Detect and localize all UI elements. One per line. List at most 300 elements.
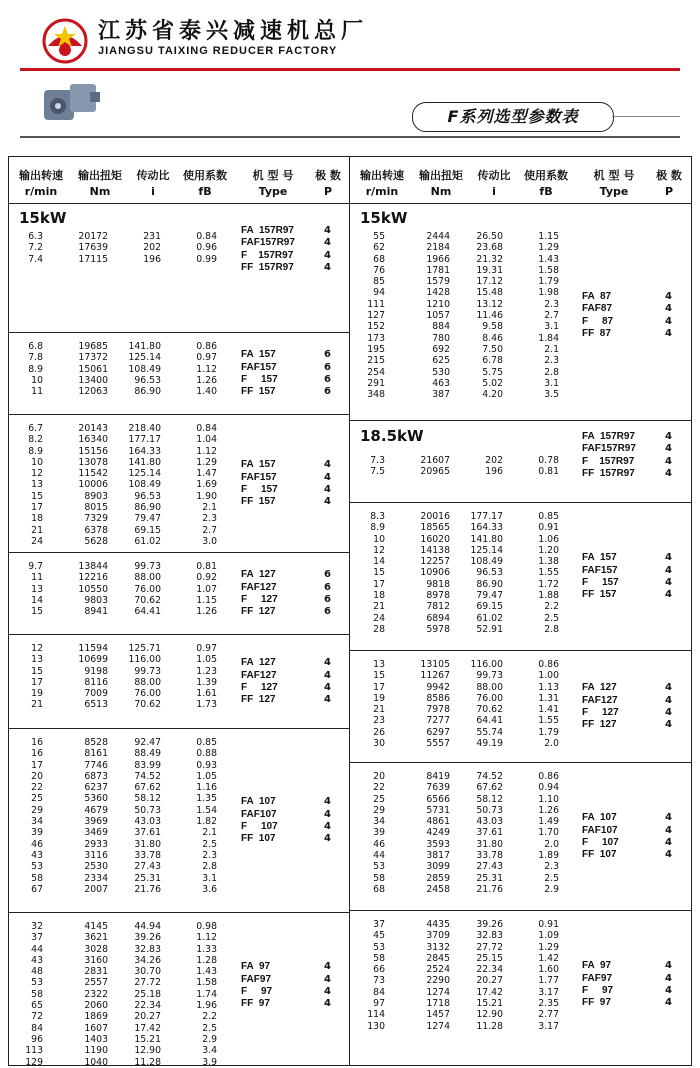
cell-torque: 17115 xyxy=(78,253,108,265)
cell-torque: 2859 xyxy=(426,872,450,884)
table-segment xyxy=(9,913,349,1068)
model-pole: 4 xyxy=(324,973,331,985)
header-ratio-cn: 传动比 xyxy=(477,169,511,182)
cell-torque: 11594 xyxy=(78,643,108,654)
model-pole: 6 xyxy=(324,593,331,605)
cell-speed: 44 xyxy=(373,850,385,862)
cell-factor: 1.15 xyxy=(196,594,217,606)
table-row xyxy=(350,590,691,601)
cell-ratio: 88.00 xyxy=(134,572,161,584)
cell-ratio: 79.47 xyxy=(134,513,161,525)
cell-ratio: 20.27 xyxy=(476,975,503,987)
table-row xyxy=(350,1009,691,1020)
model-pole: 4 xyxy=(665,694,672,706)
cell-speed: 26 xyxy=(373,726,385,738)
model-pole: 6 xyxy=(324,373,331,385)
cell-factor: 1.54 xyxy=(196,804,217,816)
cell-speed: 62 xyxy=(373,242,385,254)
cell-speed: 73 xyxy=(373,975,385,987)
cell-speed: 97 xyxy=(373,998,385,1010)
cell-torque: 4861 xyxy=(426,816,450,828)
cell-speed: 6.8 xyxy=(28,341,43,352)
model-pole: 4 xyxy=(324,657,331,669)
cell-factor: 1.26 xyxy=(196,606,217,618)
cell-torque: 1579 xyxy=(426,276,450,288)
model-type: F 157 xyxy=(582,576,619,588)
cell-ratio: 31.80 xyxy=(134,838,161,850)
cell-speed: 12 xyxy=(31,643,43,654)
table-row xyxy=(350,299,691,310)
company-logo-icon xyxy=(42,18,88,64)
model-pole: 4 xyxy=(324,459,331,471)
cell-speed: 34 xyxy=(31,816,43,828)
table-segment xyxy=(9,333,349,415)
cell-factor: 1.28 xyxy=(196,954,217,966)
table-segment xyxy=(9,635,349,729)
cell-factor: 3.1 xyxy=(544,377,559,389)
model-type: F 97 xyxy=(241,985,273,997)
cell-torque: 2557 xyxy=(84,977,108,989)
cell-speed: 10 xyxy=(31,456,43,468)
cell-speed: 20 xyxy=(31,770,43,782)
model-pole: 4 xyxy=(665,706,672,718)
cell-factor: 0.98 xyxy=(196,921,217,932)
cell-torque: 8116 xyxy=(84,676,108,688)
cell-ratio: 27.72 xyxy=(476,941,503,953)
cell-speed: 7.5 xyxy=(370,466,385,478)
header-factor-unit: fB xyxy=(539,185,553,198)
cell-ratio: 12.90 xyxy=(476,1009,503,1021)
cell-factor: 2.9 xyxy=(202,1033,217,1045)
cell-factor: 1.29 xyxy=(538,242,559,254)
cell-torque: 1274 xyxy=(426,986,450,998)
table-segment xyxy=(350,203,691,421)
cell-factor: 1.31 xyxy=(538,692,559,704)
model-type: FF 107 xyxy=(241,833,276,845)
header-torque-unit: Nm xyxy=(430,185,452,198)
cell-factor: 1.07 xyxy=(196,583,217,595)
cell-speed: 29 xyxy=(373,804,385,816)
cell-factor: 1.69 xyxy=(196,479,217,491)
model-pole: 4 xyxy=(324,808,331,820)
header-pole-unit: P xyxy=(323,185,333,198)
table-row xyxy=(350,805,691,816)
cell-ratio: 22.34 xyxy=(476,964,503,976)
cell-factor: 1.42 xyxy=(538,952,559,964)
cell-torque: 3469 xyxy=(84,827,108,839)
cell-factor: 2.7 xyxy=(202,524,217,536)
model-pole: 4 xyxy=(324,820,331,832)
model-pole: 4 xyxy=(324,694,331,706)
cell-speed: 8.9 xyxy=(370,522,385,534)
cell-speed: 11 xyxy=(31,572,43,584)
model-type: FAF107 xyxy=(582,824,618,836)
cell-torque: 8015 xyxy=(84,502,108,514)
cell-ratio: 15.21 xyxy=(134,1033,161,1045)
cell-ratio: 37.61 xyxy=(476,827,503,839)
cell-speed: 21 xyxy=(373,704,385,716)
cell-torque: 13400 xyxy=(78,374,108,386)
table-row xyxy=(9,677,349,688)
cell-speed: 68 xyxy=(373,883,385,895)
model-type: FA 157 xyxy=(582,552,617,564)
cell-ratio: 88.00 xyxy=(476,681,503,693)
table-row xyxy=(350,884,691,895)
cell-torque: 5628 xyxy=(84,535,108,547)
table-row xyxy=(9,944,349,955)
model-type: FA 127 xyxy=(241,569,276,581)
cell-factor: 0.81 xyxy=(196,561,217,572)
table-row xyxy=(350,231,691,242)
cell-factor: 1.16 xyxy=(196,782,217,794)
cell-ratio: 196 xyxy=(485,466,503,478)
cell-torque: 1190 xyxy=(84,1045,108,1057)
table-row xyxy=(350,556,691,567)
cell-torque: 1057 xyxy=(426,310,450,322)
table-row xyxy=(9,989,349,1000)
model-pole: 4 xyxy=(324,471,331,483)
cell-speed: 45 xyxy=(373,930,385,942)
cell-speed: 43 xyxy=(31,849,43,861)
cell-speed: 7.2 xyxy=(28,242,43,254)
cell-speed: 22 xyxy=(373,782,385,794)
cell-ratio: 79.47 xyxy=(476,590,503,602)
cell-torque: 1457 xyxy=(426,1009,450,1021)
cell-torque: 10550 xyxy=(78,583,108,595)
cell-torque: 4249 xyxy=(426,827,450,839)
cell-ratio: 6.78 xyxy=(482,355,503,367)
table-row xyxy=(9,1057,349,1068)
table-segment xyxy=(350,503,691,651)
cell-torque: 9942 xyxy=(426,681,450,693)
cell-speed: 15 xyxy=(373,567,385,579)
table-row xyxy=(9,654,349,665)
cell-torque: 2334 xyxy=(84,872,108,884)
model-type: FAF157 xyxy=(241,471,277,483)
cell-torque: 13105 xyxy=(420,659,450,670)
cell-torque: 1781 xyxy=(426,264,450,276)
cell-torque: 17372 xyxy=(78,352,108,364)
cell-torque: 13078 xyxy=(78,456,108,468)
cell-ratio: 11.28 xyxy=(476,1020,503,1032)
cell-ratio: 25.31 xyxy=(476,872,503,884)
model-type: FA 127 xyxy=(582,682,617,694)
model-type: FF 97 xyxy=(582,997,611,1009)
cell-factor: 2.8 xyxy=(544,623,559,635)
cell-ratio: 108.49 xyxy=(128,363,161,375)
cell-factor: 1.88 xyxy=(538,590,559,602)
cell-ratio: 116.00 xyxy=(470,659,503,670)
cell-torque: 8941 xyxy=(84,606,108,618)
table-row xyxy=(9,782,349,793)
cell-factor: 1.79 xyxy=(538,726,559,738)
model-pole: 4 xyxy=(665,431,672,442)
cell-factor: 1.35 xyxy=(196,793,217,805)
cell-ratio: 11.28 xyxy=(134,1056,161,1068)
cell-torque: 7329 xyxy=(84,513,108,525)
table-row xyxy=(9,341,349,352)
cell-ratio: 96.53 xyxy=(476,567,503,579)
header-speed-unit: r/min xyxy=(365,185,399,198)
model-type: FF 157 xyxy=(241,386,276,398)
cell-factor: 1.58 xyxy=(196,977,217,989)
cell-ratio: 74.52 xyxy=(134,770,161,782)
model-type: FAF97 xyxy=(582,972,613,984)
model-pole: 4 xyxy=(665,468,672,480)
page-title-box xyxy=(412,102,614,132)
cell-factor: 0.84 xyxy=(196,231,217,242)
cell-ratio: 5.02 xyxy=(482,377,503,389)
cell-factor: 1.13 xyxy=(538,681,559,693)
cell-torque: 4435 xyxy=(426,919,450,930)
cell-torque: 12216 xyxy=(78,572,108,584)
cell-factor: 2.77 xyxy=(538,1009,559,1021)
model-pole: 4 xyxy=(324,225,331,236)
table-row xyxy=(350,704,691,715)
model-pole: 4 xyxy=(665,960,672,972)
cell-factor: 3.1 xyxy=(544,321,559,333)
cell-torque: 625 xyxy=(432,355,450,367)
cell-torque: 17639 xyxy=(78,242,108,254)
cell-factor: 2.8 xyxy=(202,861,217,873)
model-pole: 4 xyxy=(324,483,331,495)
table-row xyxy=(9,572,349,583)
table-row xyxy=(350,964,691,975)
cell-factor: 0.81 xyxy=(538,466,559,478)
header-factor-cn: 使用系数 xyxy=(524,169,568,182)
cell-speed: 32 xyxy=(31,921,43,932)
table-row xyxy=(350,984,691,998)
cell-ratio: 9.58 xyxy=(482,321,503,333)
model-type: F 127 xyxy=(241,681,278,693)
cell-torque: 2007 xyxy=(84,883,108,895)
cell-factor: 1.60 xyxy=(538,964,559,976)
cell-factor: 0.85 xyxy=(196,737,217,748)
cell-ratio: 64.41 xyxy=(134,606,161,618)
cell-ratio: 55.74 xyxy=(476,726,503,738)
cell-torque: 16340 xyxy=(78,434,108,446)
cell-factor: 2.5 xyxy=(202,838,217,850)
table-segment xyxy=(350,421,691,503)
table-row xyxy=(9,468,349,479)
model-pole: 4 xyxy=(665,812,672,824)
table-row xyxy=(350,919,691,930)
cell-speed: 39 xyxy=(31,827,43,839)
header-type-cn: 机 型 号 xyxy=(593,169,635,182)
model-pole: 4 xyxy=(324,961,331,973)
table-row xyxy=(9,699,349,710)
table-row xyxy=(9,242,349,253)
model-pole: 4 xyxy=(324,796,331,808)
header xyxy=(0,0,700,150)
cell-torque: 3116 xyxy=(84,849,108,861)
cell-ratio: 50.73 xyxy=(476,804,503,816)
cell-factor: 2.5 xyxy=(544,872,559,884)
cell-torque: 9818 xyxy=(426,578,450,590)
cell-factor: 1.96 xyxy=(196,1000,217,1012)
cell-factor: 1.72 xyxy=(538,578,559,590)
model-type: F 107 xyxy=(241,820,278,832)
cell-factor: 2.2 xyxy=(544,601,559,613)
model-type: F 97 xyxy=(582,984,614,996)
cell-speed: 9.7 xyxy=(28,561,43,572)
header-pole-cn: 极 数 xyxy=(315,169,341,182)
table-row xyxy=(350,794,691,805)
model-pole: 4 xyxy=(665,824,672,836)
cell-ratio: 64.41 xyxy=(476,715,503,727)
cell-ratio: 49.19 xyxy=(476,738,503,750)
cell-ratio: 99.73 xyxy=(134,561,161,572)
cell-ratio: 86.90 xyxy=(134,386,161,398)
cell-speed: 17 xyxy=(373,578,385,590)
model-type: FA 107 xyxy=(241,796,276,808)
cell-factor: 1.38 xyxy=(538,556,559,568)
table-row xyxy=(9,921,349,932)
cell-ratio: 15.21 xyxy=(476,998,503,1010)
cell-factor: 0.86 xyxy=(196,341,217,352)
cell-factor: 0.84 xyxy=(196,423,217,434)
table-row xyxy=(9,434,349,445)
cell-ratio: 5.75 xyxy=(482,366,503,378)
table-row xyxy=(9,884,349,895)
cell-factor: 1.58 xyxy=(538,264,559,276)
cell-ratio: 69.15 xyxy=(134,524,161,536)
table-row xyxy=(350,682,691,693)
table-row xyxy=(350,310,691,321)
cell-speed: 84 xyxy=(373,986,385,998)
cell-torque: 6297 xyxy=(426,726,450,738)
cell-speed: 21 xyxy=(373,601,385,613)
cell-ratio: 196 xyxy=(143,253,161,265)
table-row xyxy=(9,606,349,617)
model-type: FA 97 xyxy=(241,961,271,973)
cell-ratio: 7.50 xyxy=(482,343,503,355)
cell-ratio: 23.68 xyxy=(476,242,503,254)
cell-speed: 25 xyxy=(31,793,43,805)
table-row xyxy=(9,525,349,536)
cell-speed: 17 xyxy=(373,681,385,693)
table-row xyxy=(350,367,691,378)
model-pole: 4 xyxy=(665,303,672,315)
cell-factor: 1.41 xyxy=(538,704,559,716)
cell-torque: 3099 xyxy=(426,861,450,873)
cell-torque: 8978 xyxy=(426,590,450,602)
cell-ratio: 76.00 xyxy=(134,583,161,595)
cell-ratio: 11.46 xyxy=(476,310,503,322)
model-type: F 107 xyxy=(582,836,619,848)
cell-factor: 0.99 xyxy=(196,253,217,265)
table-row xyxy=(350,1021,691,1032)
cell-ratio: 13.12 xyxy=(476,298,503,310)
cell-speed: 15 xyxy=(31,665,43,677)
cell-speed: 67 xyxy=(31,883,43,895)
cell-speed: 7.4 xyxy=(28,253,43,265)
cell-torque: 18565 xyxy=(420,522,450,534)
table-left-column xyxy=(9,157,349,1068)
cell-ratio: 43.03 xyxy=(476,816,503,828)
cell-torque: 884 xyxy=(432,321,450,333)
table-segment xyxy=(350,651,691,763)
cell-ratio: 34.26 xyxy=(134,954,161,966)
cell-speed: 25 xyxy=(373,793,385,805)
cell-torque: 1718 xyxy=(426,998,450,1010)
cell-speed: 7.8 xyxy=(28,352,43,364)
cell-factor: 0.97 xyxy=(196,643,217,654)
cell-factor: 2.35 xyxy=(538,998,559,1010)
cell-ratio: 69.15 xyxy=(476,601,503,613)
model-type: F 157R97 xyxy=(241,249,294,261)
cell-torque: 3160 xyxy=(84,954,108,966)
model-pole: 4 xyxy=(665,719,672,731)
cell-torque: 3817 xyxy=(426,850,450,862)
cell-ratio: 50.73 xyxy=(134,804,161,816)
cell-ratio: 32.83 xyxy=(476,930,503,942)
cell-speed: 15 xyxy=(31,606,43,618)
cell-torque: 1607 xyxy=(84,1022,108,1034)
cell-factor: 1.26 xyxy=(196,374,217,386)
model-type: FF 157R97 xyxy=(241,262,294,274)
header-torque-unit: Nm xyxy=(89,185,111,198)
parameter-table xyxy=(8,156,692,1066)
cell-ratio: 177.17 xyxy=(128,434,161,446)
table-row xyxy=(9,816,349,827)
header-factor-unit: fB xyxy=(198,185,212,198)
cell-factor: 2.0 xyxy=(544,738,559,750)
cell-speed: 20 xyxy=(373,771,385,782)
table-segment xyxy=(9,415,349,553)
cell-torque: 6894 xyxy=(426,612,450,624)
cell-speed: 22 xyxy=(31,782,43,794)
cell-speed: 21 xyxy=(31,524,43,536)
cell-factor: 1.05 xyxy=(196,770,217,782)
company-name-cn: 江苏省泰兴减速机总厂 xyxy=(98,19,369,44)
table-row xyxy=(350,624,691,635)
header-bottom-line xyxy=(20,136,680,138)
model-type: FA 157 xyxy=(241,349,276,361)
cell-factor: 0.94 xyxy=(538,782,559,794)
cell-torque: 5978 xyxy=(426,623,450,635)
cell-speed: 13 xyxy=(31,479,43,491)
cell-torque: 10006 xyxy=(78,479,108,491)
cell-speed: 14 xyxy=(31,594,43,606)
cell-ratio: 4.20 xyxy=(482,389,503,401)
cell-ratio: 12.90 xyxy=(134,1045,161,1057)
header-factor-cn: 使用系数 xyxy=(183,169,227,182)
cell-factor: 1.55 xyxy=(538,567,559,579)
cell-ratio: 99.73 xyxy=(476,670,503,682)
cell-ratio: 177.17 xyxy=(470,511,503,522)
cell-ratio: 231 xyxy=(143,231,161,242)
model-pole: 4 xyxy=(665,315,672,327)
cell-factor: 2.8 xyxy=(544,366,559,378)
table-row xyxy=(9,760,349,771)
cell-speed: 43 xyxy=(31,954,43,966)
cell-torque: 3969 xyxy=(84,816,108,828)
cell-ratio: 17.12 xyxy=(476,276,503,288)
table-row xyxy=(350,998,691,1009)
cell-ratio: 37.61 xyxy=(134,827,161,839)
cell-ratio: 74.52 xyxy=(476,771,503,782)
model-type: FA 107 xyxy=(582,812,617,824)
header-speed-unit: r/min xyxy=(24,185,58,198)
cell-torque: 13844 xyxy=(78,561,108,572)
table-row xyxy=(9,850,349,861)
cell-speed: 6.3 xyxy=(28,231,43,242)
table-row xyxy=(350,816,691,827)
table-row xyxy=(9,479,349,490)
table-row xyxy=(350,242,691,253)
table-row xyxy=(350,659,691,670)
